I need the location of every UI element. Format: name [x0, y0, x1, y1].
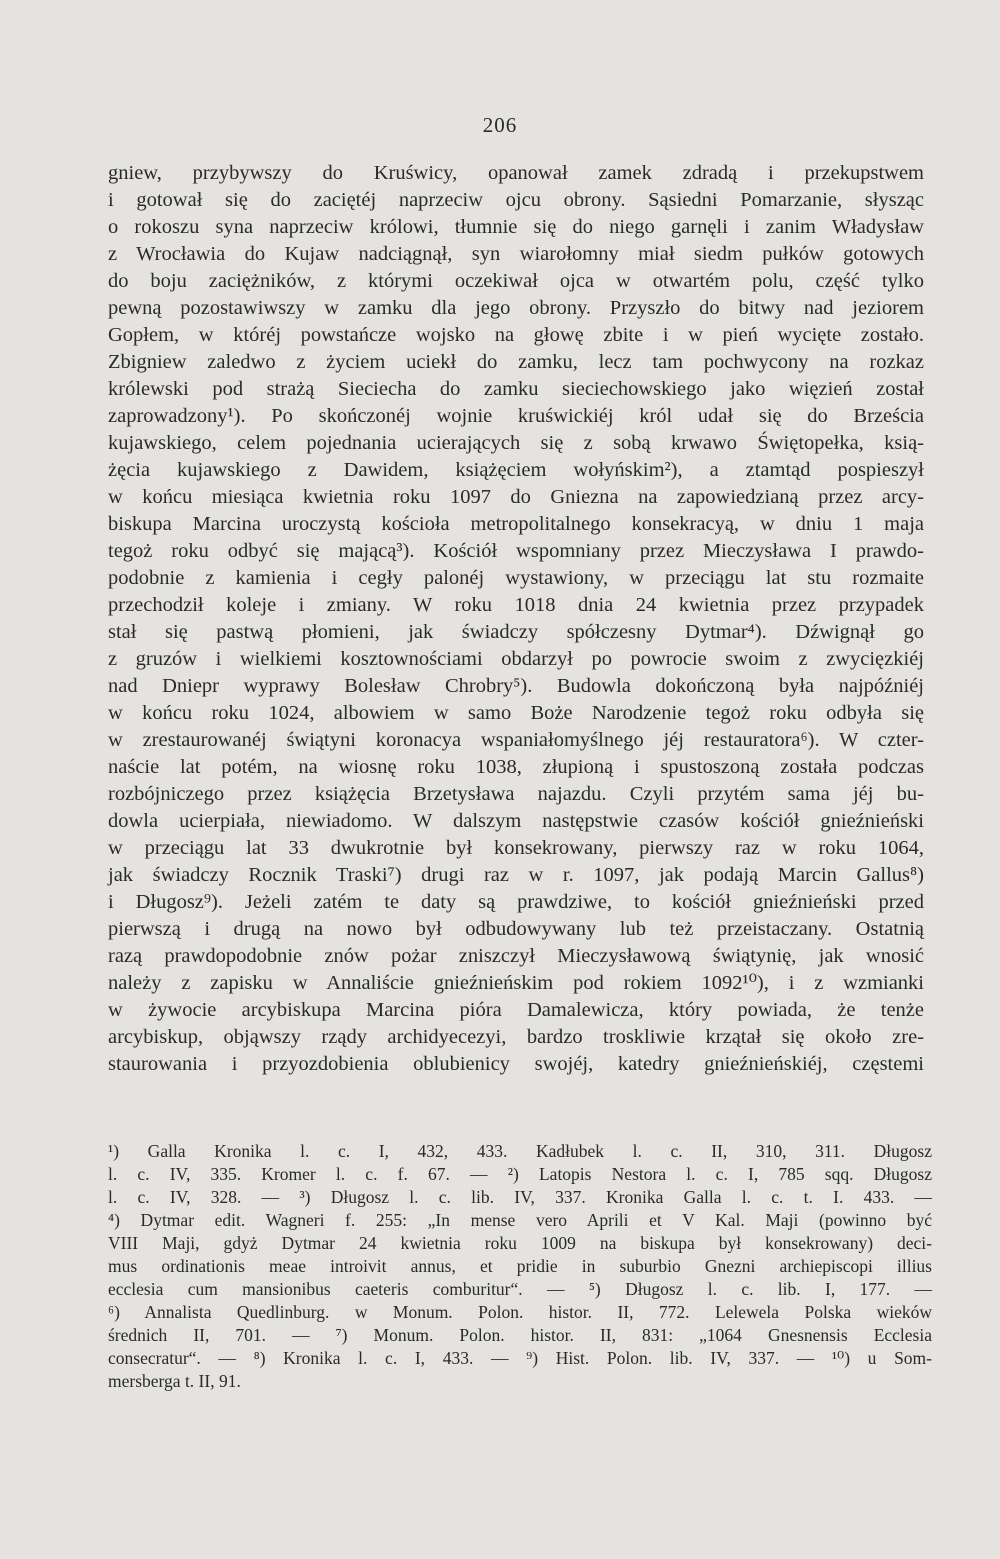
text-line: jak świadczy Rocznik Traski⁷) drugi raz w r. 1097, jak podają Marcin Gallus⁸) [108, 864, 924, 886]
text-line: w przeciągu lat 33 dwukrotnie był konsekrowany, pierwszy raz w roku 1064, [108, 837, 924, 859]
text-line: z Wrocławia do Kujaw nadciągnął, syn wiarołomny miał siedm pułków gotowych [108, 243, 924, 265]
text-line: przechodził koleje i zmiany. W roku 1018 dnia 24 kwietnia przez przypadek [108, 594, 924, 616]
footnote-line: mus ordinationis meae introivit annus, et pridie in suburbio Gnezni archiepiscopi illius [108, 1256, 932, 1276]
footnote-line: średnich II, 701. — ⁷) Monum. Polon. histor. II, 831: „1064 Gnesnensis Ecclesia [108, 1325, 932, 1345]
text-line: Gopłem, w któréj powstańcze wojsko na głowę zbite i w pień wycięte zostało. [108, 324, 924, 346]
text-line: w żywocie arcybiskupa Marcina pióra Damalewicza, który powiada, że tenże [108, 999, 924, 1021]
text-line: z gruzów i wielkiemi kosztownościami obdarzył po powrocie swoim z zwycięzkiéj [108, 648, 924, 670]
footnote-line: ¹) Galla Kronika l. c. I, 432, 433. Kadłubek l. c. II, 310, 311. Długosz [108, 1141, 932, 1161]
text-line: o rokoszu syna naprzeciw królowi, tłumnie się do niego garnęli i zanim Władysław [108, 216, 924, 238]
text-line: w końcu miesiąca kwietnia roku 1097 do Gniezna na zapowiedzianą przez arcy- [108, 486, 924, 508]
text-line: rozbójniczego przez książęcia Brzetysława najazdu. Czyli przytém sama jéj bu- [108, 783, 924, 805]
text-line: dowla ucierpiała, niewiadomo. W dalszym następstwie czasów kościół gnieźnieński [108, 810, 924, 832]
text-line: tegoż roku odbyć się mającą³). Kościół wspomniany przez Mieczysława I prawdo- [108, 540, 924, 562]
text-line: do boju zaciężników, z którymi oczekiwał ojca w otwartém polu, część tylko [108, 270, 924, 292]
text-line: biskupa Marcina uroczystą kościoła metropolitalnego konsekracyą, w dniu 1 maja [108, 513, 924, 535]
text-line: kujawskiego, celem pojednania ucierających się z sobą krwawo Świętopełka, ksią- [108, 432, 924, 454]
text-line: stał się pastwą płomieni, jak świadczy spółczesny Dytmar⁴). Dźwignął go [108, 621, 924, 643]
text-line: żęcia kujawskiego z Dawidem, książęciem wołyńskim²), a ztamtąd pospieszył [108, 459, 924, 481]
page-number: 206 [482, 113, 518, 137]
text-line: podobnie z kamienia i cegły palonéj wystawiony, w przeciągu lat stu rozmaite [108, 567, 924, 589]
footnote-line: ecclesia cum mansionibus caeteris comburitur“. — ⁵) Długosz l. c. lib. I, 177. — [108, 1279, 932, 1299]
footnote-line: ⁴) Dytmar edit. Wagneri f. 255: „In mense vero Aprili et V Kal. Maji (powinno być [108, 1210, 932, 1230]
text-line: w końcu roku 1024, albowiem w samo Boże Narodzenie tegoż roku odbyła się [108, 702, 924, 724]
footnote-line: consecratur“. — ⁸) Kronika l. c. I, 433. — ⁹) Hist. Polon. lib. IV, 337. — ¹⁰) u Som- [108, 1348, 932, 1368]
text-line: królewski pod strażą Sieciecha do zamku sieciechowskiego jako więzień został [108, 378, 924, 400]
text-line: Zbigniew zaledwo z życiem uciekł do zamku, lecz tam pochwycony na rozkaz [108, 351, 924, 373]
footnote-line: ⁶) Annalista Quedlinburg. w Monum. Polon. histor. II, 772. Lelewela Polska wieków [108, 1302, 932, 1322]
text-line: razą prawdopodobnie znów pożar zniszczył Mieczysławową świątynię, jak wnosić [108, 945, 924, 967]
text-line: pierwszą i drugą na nowo był odbudowywany lub też przeistaczany. Ostatnią [108, 918, 924, 940]
text-line: gniew, przybywszy do Kruświcy, opanował zamek zdradą i przekupstwem [108, 162, 924, 184]
text-line: nad Dniepr wyprawy Bolesław Chrobry⁵). Budowla dokończoną była najpóźniéj [108, 675, 924, 697]
text-line: arcybiskup, objąwszy rządy archidyecezyi, bardzo troskliwie krzątał się około zre- [108, 1026, 924, 1048]
text-line: i Długosz⁹). Jeżeli zatém te daty są prawdziwe, to kościół gnieźnieński przed [108, 891, 924, 913]
text-line: naście lat potém, na wiosnę roku 1038, złupioną i spustoszoną została podczas [108, 756, 924, 778]
text-line: w zrestaurowanéj świątyni koronacya wspaniałomyślnego jéj restauratora⁶). W czter- [108, 729, 924, 751]
footnote-line: mersberga t. II, 91. [108, 1371, 241, 1391]
footnote-line: l. c. IV, 328. — ³) Długosz l. c. lib. IV, 337. Kronika Galla l. c. t. I. 433. — [108, 1187, 932, 1207]
main-text [108, 160, 924, 1078]
text-line: staurowania i przyozdobienia oblubienicy swojéj, katedry gnieźnieńskiéj, częstemi [108, 1053, 924, 1075]
footnotes [108, 1140, 932, 1393]
text-line: należy z zapisku w Annaliście gnieźnieńskim pod rokiem 1092¹⁰), i z wzmianki [108, 972, 924, 994]
text-line: zaprowadzony¹). Po skończonéj wojnie kruświckiéj król udał się do Brześcia [108, 405, 924, 427]
text-line: i gotował się do zaciętéj naprzeciw ojcu obrony. Sąsiedni Pomarzanie, słysząc [108, 189, 924, 211]
footnote-line: VIII Maji, gdyż Dytmar 24 kwietnia roku 1009 na biskupa był konsekrowany) deci- [108, 1233, 932, 1253]
footnote-line: l. c. IV, 335. Kromer l. c. f. 67. — ²) Latopis Nestora l. c. I, 785 sqq. Długosz [108, 1164, 932, 1184]
text-line: pewną pozostawiwszy w zamku dla jego obrony. Przyszło do bitwy nad jeziorem [108, 297, 924, 319]
